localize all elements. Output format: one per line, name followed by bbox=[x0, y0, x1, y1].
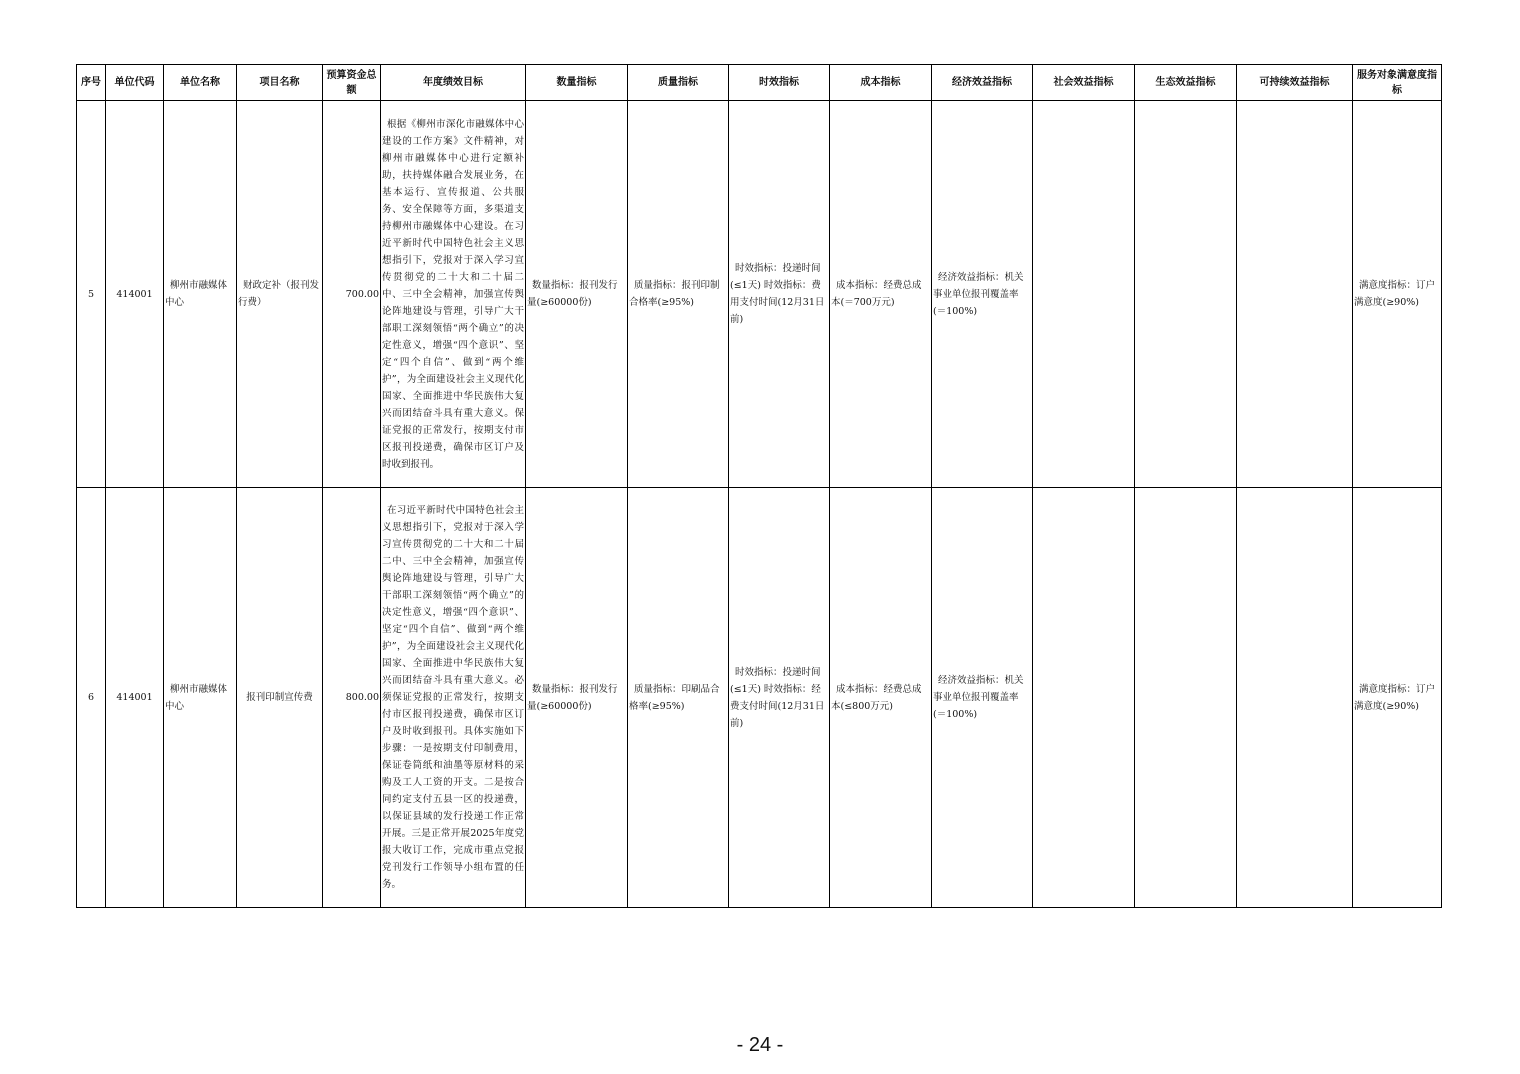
cell-annual-goal bbox=[381, 488, 526, 908]
cell-unit-code: 414001 bbox=[106, 101, 164, 488]
header-quantity: 数量指标 bbox=[526, 65, 628, 101]
table-header-row bbox=[77, 65, 1442, 101]
header-social: 社会效益指标 bbox=[1033, 65, 1135, 101]
header-unit-name: 单位名称 bbox=[164, 65, 237, 101]
header-sustainable: 可持续效益指标 bbox=[1237, 65, 1353, 101]
cell-social bbox=[1033, 101, 1135, 488]
cell-quantity bbox=[526, 488, 628, 908]
cell-timeliness bbox=[729, 101, 830, 488]
header-satisfaction: 服务对象满意度指标 bbox=[1353, 65, 1442, 101]
header-cost: 成本指标 bbox=[830, 65, 932, 101]
table-row bbox=[77, 488, 1442, 908]
cell-ecological bbox=[1135, 488, 1237, 908]
cell-timeliness-text: 时效指标：投递时间(≤1天) 时效指标：费用支付时间(12月31日前) bbox=[730, 263, 825, 325]
cell-quality-text: 质量指标：印刷品合格率(≥95%) bbox=[629, 683, 720, 712]
header-timeliness: 时效指标 bbox=[729, 65, 830, 101]
cell-timeliness bbox=[729, 488, 830, 908]
cell-project-name-text: 财政定补（报刊发行费） bbox=[238, 280, 320, 308]
cell-cost bbox=[830, 101, 932, 488]
performance-table bbox=[76, 64, 1442, 908]
cell-unit-name bbox=[164, 101, 237, 488]
header-project-name: 项目名称 bbox=[237, 65, 323, 101]
cell-budget: 700.00 bbox=[323, 101, 381, 488]
cell-seq: 6 bbox=[77, 488, 106, 908]
cell-satisfaction bbox=[1353, 488, 1442, 908]
cell-unit-name-text: 柳州市融媒体中心 bbox=[165, 683, 228, 712]
cell-economic bbox=[932, 101, 1033, 488]
header-economic: 经济效益指标 bbox=[932, 65, 1033, 101]
cell-annual-goal bbox=[381, 101, 526, 488]
table-row bbox=[77, 101, 1442, 488]
cell-quality bbox=[628, 101, 729, 488]
cell-economic bbox=[932, 488, 1033, 908]
cell-ecological bbox=[1135, 101, 1237, 488]
cell-cost bbox=[830, 488, 932, 908]
cell-economic-text: 经济效益指标：机关事业单位报刊覆盖率(＝100%) bbox=[933, 675, 1024, 720]
cell-unit-name bbox=[164, 488, 237, 908]
cell-satisfaction bbox=[1353, 101, 1442, 488]
cell-annual-goal-text: 根据《柳州市深化市融媒体中心建设的工作方案》文件精神，对柳州市融媒体中心进行定额补助，扶持媒体融合发展业务，在基本运行、宣传报道、公共服务、安全保障等方面，多渠道支持柳州市融媒体中心建设。在习近平新时代中国特色社会主义思想指引下，党报对于深入学习宣传贯彻党的二十大和二十届二中、三中全会精神，加强宣传舆论阵地建设与管理，引导广大干部职工深刻领悟“两个确立”的决定性意义，增强“四个意识”、坚定“四个自信”、做到“两个维护”，为全面建设社会主义现代化国家、全面推进中华民族伟大复兴而团结奋斗具有重大意义。保证党报的正常发行，按期支付市区报刊投递费，确保市区订户及时收到报刊。 bbox=[382, 118, 524, 470]
cell-sustainable bbox=[1237, 101, 1353, 488]
header-ecological: 生态效益指标 bbox=[1135, 65, 1237, 101]
cell-satisfaction-text: 满意度指标：订户满意度(≥90%) bbox=[1354, 683, 1436, 712]
cell-timeliness-text: 时效指标：投递时间(≤1天) 时效指标：经费支付时间(12月31日前) bbox=[730, 666, 825, 729]
cell-sustainable bbox=[1237, 488, 1353, 908]
header-budget: 预算资金总额 bbox=[323, 65, 381, 101]
cell-satisfaction-text: 满意度指标：订户满意度(≥90%) bbox=[1354, 280, 1436, 308]
cell-project-name bbox=[237, 101, 323, 488]
cell-social bbox=[1033, 488, 1135, 908]
cell-quantity-text: 数量指标：报刊发行量(≥60000份) bbox=[527, 280, 618, 308]
header-quality: 质量指标 bbox=[628, 65, 729, 101]
cell-quality-text: 质量指标：报刊印制合格率(≥95%) bbox=[629, 280, 720, 308]
cell-unit-code: 414001 bbox=[106, 488, 164, 908]
cell-annual-goal-text: 在习近平新时代中国特色社会主义思想指引下，党报对于深入学习宣传贯彻党的二十大和二十届二中、三中全会精神，加强宣传舆论阵地建设与管理，引导广大干部职工深刻领悟“两个确立”的决定性意义，增强“四个意识”、坚定“四个自信”、做到“两个维护”，为全面建设社会主义现代化国家、全面推进中华民族伟大复兴而团结奋斗具有重大意义。必须保证党报的正常发行，按期支付市区报刊投递费，确保市区订户及时收到报刊。具体实施如下步骤：一是按期支付印制费用，保证卷筒纸和油墨等原材料的采购及工人工资的开支。二是按合同约定支付五县一区的投递费，以保证县域的发行投递工作正常开展。三是正常开展2025年度党报大收订工作，完成市重点党报党刊发行工作领导小组布置的任务。 bbox=[382, 505, 524, 890]
page-number: - 24 - bbox=[736, 1034, 784, 1056]
cell-unit-name-text: 柳州市融媒体中心 bbox=[165, 280, 228, 308]
cell-budget: 800.00 bbox=[323, 488, 381, 908]
cell-seq: 5 bbox=[77, 101, 106, 488]
header-seq: 序号 bbox=[77, 65, 106, 101]
header-unit-code: 单位代码 bbox=[106, 65, 164, 101]
cell-quantity-text: 数量指标：报刊发行量(≥60000份) bbox=[527, 683, 618, 712]
cell-quality bbox=[628, 488, 729, 908]
cell-quantity bbox=[526, 101, 628, 488]
cell-project-name: 报刊印制宣传费 bbox=[237, 488, 323, 908]
header-annual-goal: 年度绩效目标 bbox=[381, 65, 526, 101]
cell-cost-text: 成本指标：经费总成本(＝700万元) bbox=[831, 280, 922, 308]
cell-economic-text: 经济效益指标：机关事业单位报刊覆盖率(＝100%) bbox=[933, 271, 1024, 317]
cell-cost-text: 成本指标：经费总成本(≤800万元) bbox=[831, 683, 922, 712]
